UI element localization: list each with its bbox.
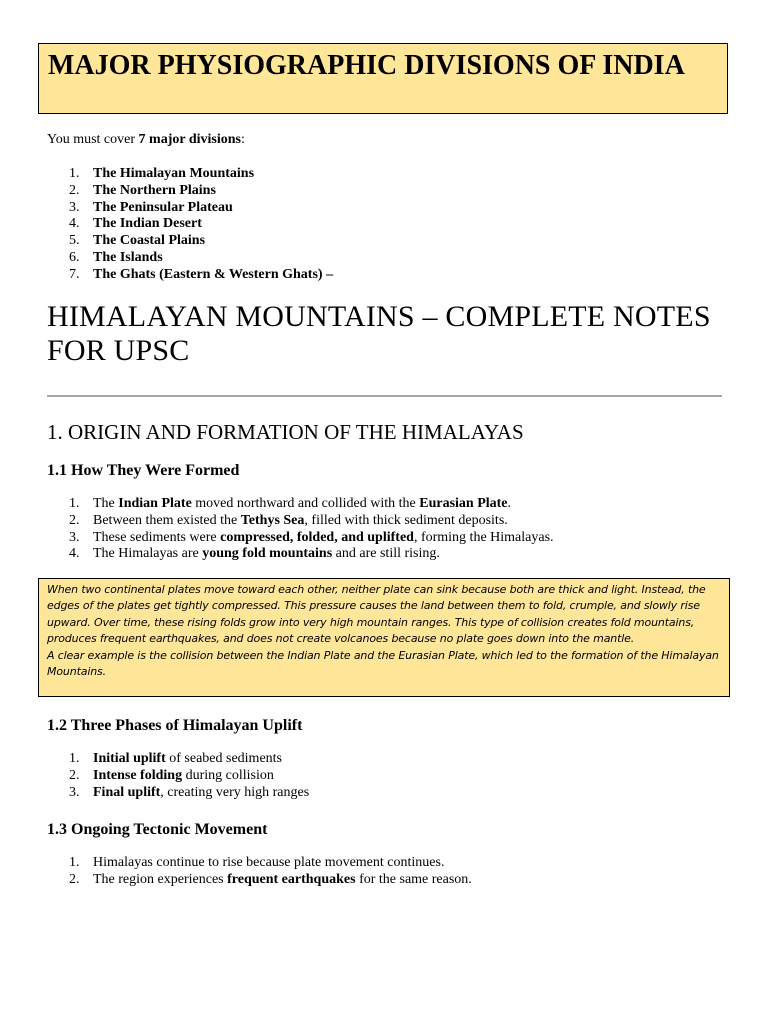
list-bold: young fold mountains — [202, 546, 333, 562]
list-number: 3. — [69, 784, 80, 800]
intro-prefix: You must cover — [47, 132, 139, 147]
list-text: , forming the Himalayas. — [413, 529, 554, 545]
page-title: MAJOR PHYSIOGRAPHIC DIVISIONS OF INDIA — [48, 50, 685, 81]
list-number: 3. — [69, 199, 80, 215]
list-number: 1. — [69, 855, 80, 870]
list-item — [47, 530, 554, 547]
list-item — [47, 233, 333, 250]
intro-text — [47, 131, 245, 148]
subsection-heading: 1.2 Three Phases of Himalayan Uplift — [47, 717, 303, 734]
list-text: The Indian Desert — [93, 216, 202, 232]
list-text: The Northern Plains — [93, 182, 216, 198]
list-item — [47, 183, 333, 200]
phases-list — [47, 751, 309, 801]
list-text: The — [93, 496, 119, 511]
list-number: 2. — [69, 767, 80, 783]
list-item — [47, 496, 554, 513]
list-number: 4. — [69, 216, 80, 232]
ongoing-list — [47, 855, 472, 889]
list-text: The Himalayas are — [93, 546, 203, 562]
title-box — [38, 43, 728, 114]
note-box — [38, 578, 730, 697]
list-text: Himalayas continue to rise because plate movement continues. — [93, 855, 445, 870]
list-text: moved northward and collided with the — [191, 496, 420, 511]
list-text: The region experiences — [93, 871, 228, 887]
list-item — [47, 768, 309, 785]
list-text: The Islands — [93, 249, 163, 265]
list-bold: Tethys Sea — [240, 512, 305, 528]
list-text: and are still rising. — [332, 546, 440, 562]
list-number: 6. — [69, 249, 80, 265]
list-text: These sediments were — [93, 529, 221, 545]
list-item — [47, 200, 333, 217]
list-bold: compressed, folded, and uplifted — [220, 529, 414, 545]
list-item — [47, 216, 333, 233]
list-bold: Intense folding — [93, 767, 183, 783]
list-item — [47, 166, 333, 183]
list-text: The Ghats (Eastern & Western Ghats) – — [93, 266, 334, 282]
list-item — [47, 855, 472, 872]
divisions-list — [47, 166, 333, 284]
list-text: Between them existed the — [93, 512, 241, 528]
note-paragraph: When two continental plates move toward each other, neither plate can sink because both are thick and light. Instead, the edges of the plates get tightly compressed. This pressure causes the land between them to fold, crumple, and slowly rise upward. Over time, these rising folds grow into very high mountain ranges. This type of collision creates fold mountains, produces frequent earthquakes, and does not create volcanoes because no plate goes down into the mantle. — [47, 583, 706, 646]
list-number: 2. — [69, 512, 80, 528]
list-text: The Himalayan Mountains — [93, 166, 255, 181]
list-number: 3. — [69, 529, 80, 545]
list-number: 7. — [69, 266, 80, 282]
list-bold: Initial uplift — [93, 751, 166, 766]
list-item — [47, 546, 554, 563]
list-number: 1. — [69, 751, 80, 766]
list-number: 4. — [69, 546, 80, 562]
subsection-heading: 1.1 How They Were Formed — [47, 462, 240, 479]
list-item — [47, 267, 333, 284]
list-item — [47, 250, 333, 267]
list-number: 5. — [69, 233, 80, 249]
section-heading: 1. ORIGIN AND FORMATION OF THE HIMALAYAS — [47, 420, 524, 444]
list-number: 2. — [69, 182, 80, 198]
list-text: The Peninsular Plateau — [93, 199, 233, 215]
list-bold: Eurasian Plate — [419, 496, 508, 511]
horizontal-divider — [47, 395, 722, 397]
list-item — [47, 872, 472, 889]
list-text: , filled with thick sediment deposits. — [304, 512, 508, 528]
list-item — [47, 785, 309, 802]
main-heading-text: HIMALAYAN MOUNTAINS – COMPLETE NOTES FOR UPSC — [47, 300, 711, 367]
list-text: for the same reason. — [355, 871, 472, 887]
subsection-heading: 1.3 Ongoing Tectonic Movement — [47, 821, 268, 838]
list-text: . — [507, 496, 512, 511]
list-item — [47, 751, 309, 768]
list-number: 2. — [69, 871, 80, 887]
list-text: of seabed sediments — [165, 751, 282, 766]
note-paragraph: A clear example is the collision between the Indian Plate and the Eurasian Plate, which led to the formation of the Himalayan Mountains. — [47, 648, 719, 679]
list-bold: Final uplift — [93, 784, 161, 800]
list-text: during collision — [182, 767, 274, 783]
list-text: , creating very high ranges — [160, 784, 310, 800]
list-number: 1. — [69, 496, 80, 511]
main-heading — [47, 300, 768, 368]
formation-list — [47, 496, 554, 563]
list-bold: frequent earthquakes — [227, 871, 356, 887]
list-text: The Coastal Plains — [93, 233, 206, 249]
list-number: 1. — [69, 166, 80, 181]
intro-suffix: : — [240, 132, 245, 147]
list-bold: Indian Plate — [118, 496, 192, 511]
intro-bold: 7 major divisions — [138, 132, 241, 147]
list-item — [47, 513, 554, 530]
